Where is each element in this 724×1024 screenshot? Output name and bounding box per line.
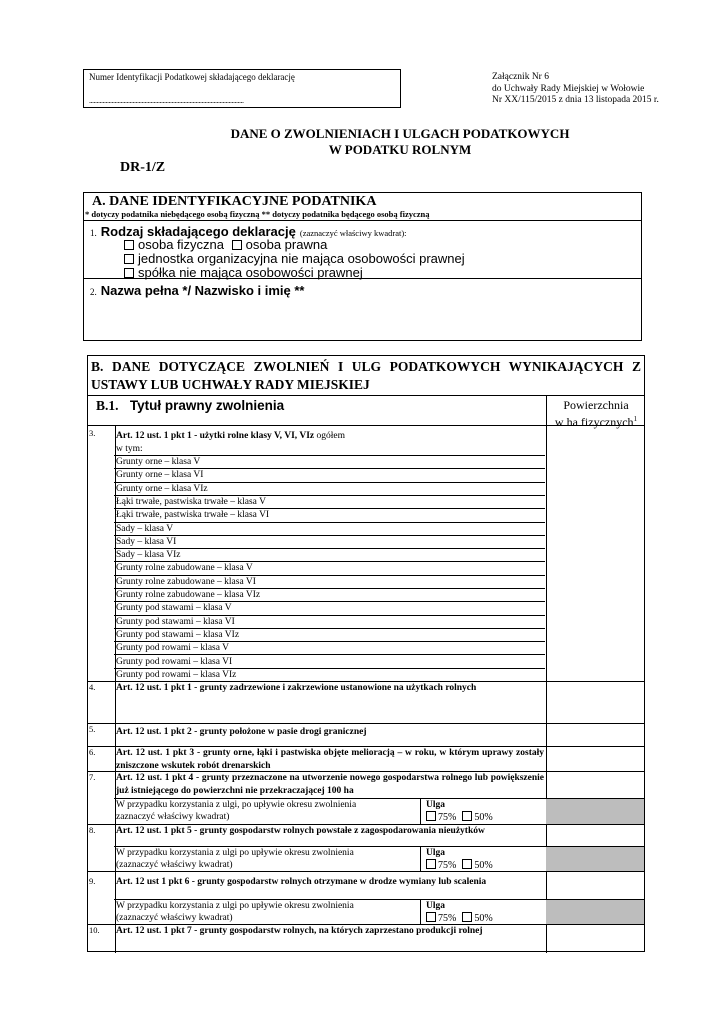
option-label: spółka nie mająca osobowości prawnej — [138, 265, 363, 280]
row-number: 8. — [89, 825, 96, 835]
section-a-heading: A. DANE IDENTYFIKACYJNE PODATNIKA — [92, 194, 377, 209]
option-label: osoba fizyczna — [138, 237, 224, 252]
row-number: 5. — [89, 724, 96, 734]
row-number: 10. — [89, 925, 100, 935]
land-category-item: Grunty pod rowami – klasa VI — [116, 656, 233, 667]
field-number: 2. — [90, 287, 97, 297]
relief-option-label: 50% — [474, 812, 493, 823]
row-title: Art. 12 ust. 1 pkt 3 - grunty orne, łąki i pastwiska objęte melioracją – w roku, w którym uprawy zostały zniszczone wskutek robót drenarskich — [116, 748, 544, 771]
option-label: osoba prawna — [245, 237, 328, 252]
section-a-note: * dotyczy podatnika niebędącego osobą fizyczną ** dotyczy podatnika będącego osobą fizyczną — [85, 209, 430, 219]
field-number: 1. — [90, 228, 97, 238]
relief-instruction: zaznaczyć właściwy kwadrat) — [116, 812, 230, 822]
relief-instruction: W przypadku korzystania z ulgi po upływie okresu zwolnienia — [116, 901, 354, 911]
row-number: 3. — [89, 428, 96, 438]
land-category-item: Grunty pod stawami – klasa VIz — [116, 629, 240, 640]
disabled-area-cell — [546, 847, 644, 871]
row-divider — [87, 871, 645, 872]
section-a — [83, 192, 642, 341]
row-title: Art. 12 ust. 1 pkt 1 - użytki rolne klasy V, VI, VIz ogółem — [116, 431, 345, 441]
land-category-item: Grunty pod stawami – klasa V — [116, 603, 232, 614]
row-number: 4. — [89, 682, 96, 692]
title-line-2: W PODATKU ROLNYM — [328, 142, 472, 157]
land-category-item: Grunty rolne zabudowane – klasa VIz — [116, 590, 261, 600]
field-hint: (zaznaczyć właściwy kwadrat): — [299, 228, 407, 238]
relief-instruction: W przypadku korzystania z ulgi po upływie okresu zwolnienia — [116, 848, 354, 858]
land-category-item: Grunty rolne zabudowane – klasa VI — [116, 576, 256, 587]
relief-options — [426, 811, 546, 824]
checkbox-osoba-prawna[interactable] — [232, 240, 242, 250]
row-number: 9. — [89, 876, 96, 886]
nip-box[interactable] — [83, 69, 401, 108]
row-number: 6. — [89, 747, 96, 757]
row-number: 7. — [89, 772, 96, 782]
checkbox-relief-75[interactable] — [426, 859, 436, 869]
relief-option-label: 75% — [438, 860, 457, 871]
row-title: Art. 12 ust. 1 pkt 7 - grunty gospodarstw rolnych, na których zaprzestano produkcji rolnej — [116, 926, 483, 936]
row-title: Art. 12 ust. 1 pkt 1 - grunty zadrzewione i zakrzewione ustanowione na użytkach rolnych — [116, 683, 477, 693]
checkbox-jednostka[interactable] — [124, 254, 134, 264]
land-category-item: Grunty rolne zabudowane – klasa V — [116, 563, 253, 574]
document-title — [100, 126, 700, 158]
land-category-item: Grunty pod rowami – klasa VIz — [116, 669, 237, 680]
checkbox-relief-50[interactable] — [462, 859, 472, 869]
land-category-item: Sady – klasa VIz — [116, 550, 181, 561]
area-column-header: w ha fizycznych — [554, 415, 634, 429]
relief-option-label: 50% — [474, 860, 493, 871]
land-category-item: Grunty pod stawami – klasa VI — [116, 616, 235, 627]
attachment-line: do Uchwały Rady Miejskiej w Wołowie — [492, 83, 645, 94]
relief-instruction: W przypadku korzystania z ulgi, po upływie okresu zwolnienia — [116, 800, 357, 810]
column-divider — [420, 846, 421, 871]
section-b-heading: B. DANE DOTYCZĄCE ZWOLNIEŃ I ULG PODATKOWYCH WYNIKAJĄCYCH Z USTAWY LUB UCHWAŁY RADY MIEJSKIEJ — [88, 356, 644, 396]
area-column-header: Powierzchnia — [563, 398, 629, 412]
column-divider — [420, 798, 421, 824]
relief-instruction: (zaznaczyć właściwy kwadrat) — [116, 860, 233, 870]
title-line-1: DANE O ZWOLNIENIACH I ULGACH PODATKOWYCH — [230, 126, 570, 141]
attachment-line: Załącznik Nr 6 — [492, 72, 549, 82]
checkbox-relief-75[interactable] — [426, 811, 436, 821]
nip-label: Numer Identyfikacji Podatkowej składającego deklarację — [89, 72, 295, 82]
land-category-item: Grunty orne – klasa VI — [116, 470, 204, 481]
relief-label: Ulga — [426, 848, 445, 858]
row-title: Art. 12 ust 1 pkt 6 - grunty gospodarstw rolnych otrzymane w drodze wymiany lub scalenia — [116, 877, 487, 887]
relief-instruction: (zaznaczyć właściwy kwadrat) — [116, 913, 233, 923]
nip-dots: ....................................................................................................... — [89, 96, 244, 105]
relief-option-label: 75% — [438, 913, 457, 924]
row-divider — [87, 723, 645, 724]
land-category-item: Sady – klasa V — [116, 523, 174, 534]
checkbox-relief-75[interactable] — [426, 912, 436, 922]
column-divider — [420, 899, 421, 924]
section-a-header — [84, 193, 641, 221]
relief-option-label: 75% — [438, 812, 457, 823]
land-category-item: Grunty orne – klasa VIz — [116, 483, 208, 494]
row-title: Art. 12 ust. 1 pkt 2 - grunty położone w pasie drogi granicznej — [116, 727, 367, 737]
checkbox-spolka[interactable] — [124, 268, 134, 278]
row-title: Art. 12 ust. 1 pkt 4 - grunty przeznaczone na utworzenie nowego gospodarstwa rolnego lub powiększenie już istniejącego do powierzchni nie przekraczającej 100 ha — [116, 773, 544, 796]
section-b1-header — [88, 396, 644, 429]
disabled-area-cell — [546, 900, 644, 924]
land-category-item: Grunty pod rowami – klasa V — [116, 643, 230, 654]
field-label: Nazwa pełna */ Nazwisko i imię ** — [100, 283, 305, 298]
option-label: jednostka organizacyjna nie mająca osobowości prawnej — [138, 251, 465, 266]
subsection-number: B.1. — [96, 398, 119, 413]
land-category-item: Łąki trwałe, pastwiska trwałe – klasa V — [116, 496, 266, 507]
land-category-item: Grunty orne – klasa V — [116, 457, 201, 467]
relief-label: Ulga — [426, 800, 445, 810]
relief-option-label: 50% — [474, 913, 493, 924]
field-label: Rodzaj składającego deklarację — [100, 224, 296, 239]
relief-label: Ulga — [426, 901, 445, 911]
checkbox-relief-50[interactable] — [462, 811, 472, 821]
in-that-label: w tym: — [116, 444, 143, 454]
checkbox-osoba-fizyczna[interactable] — [124, 240, 134, 250]
attachment-line: Nr XX/115/2015 z dnia 13 listopada 2015 r. — [492, 95, 659, 105]
land-category-item: Sady – klasa VI — [116, 536, 177, 547]
subsection-title: Tytuł prawny zwolnienia — [129, 398, 285, 413]
attachment-note — [492, 72, 659, 107]
land-category-item: Łąki trwałe, pastwiska trwałe – klasa VI — [116, 510, 270, 521]
row-title: Art. 12 ust. 1 pkt 5 - grunty gospodarstw rolnych powstałe z zagospodarowania nieużytków — [116, 826, 485, 836]
disabled-area-cell — [546, 799, 644, 824]
form-code: DR-1/Z — [120, 160, 166, 175]
footnote-mark: 1 — [633, 415, 638, 423]
field-full-name[interactable] — [84, 280, 641, 341]
field-taxpayer-type — [84, 221, 641, 279]
checkbox-relief-50[interactable] — [462, 912, 472, 922]
